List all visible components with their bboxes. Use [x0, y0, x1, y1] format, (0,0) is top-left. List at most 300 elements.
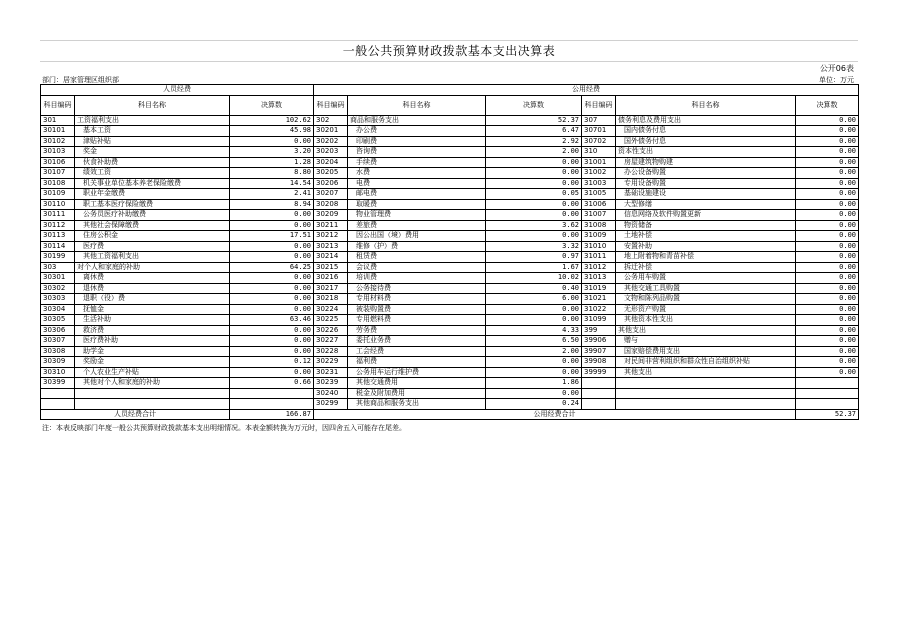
cell-code: 30702 — [582, 136, 616, 147]
cell-amount: 0.00 — [796, 315, 859, 326]
cell-code: 39999 — [582, 367, 616, 378]
table-row — [41, 241, 859, 252]
cell-name: 津贴补贴 — [75, 136, 230, 147]
cell-code: 30308 — [41, 346, 75, 357]
cell-name: 绩效工资 — [75, 168, 230, 179]
table-row — [41, 115, 859, 126]
cell-amount: 0.00 — [796, 241, 859, 252]
cell-amount: 1.67 — [486, 262, 582, 273]
cell-code — [41, 388, 75, 399]
table-row — [41, 189, 859, 200]
cell-name: 奖金 — [75, 147, 230, 158]
cell-name: 个人农业生产补贴 — [75, 367, 230, 378]
cell-name: 其他交通工具购置 — [616, 283, 796, 294]
report-sheet — [40, 40, 858, 433]
cell-amount: 0.00 — [230, 283, 314, 294]
cell-code: 30213 — [314, 241, 348, 252]
cell-code: 31005 — [582, 189, 616, 200]
cell-name: 商品和服务支出 — [348, 115, 486, 126]
cell-name: 安置补助 — [616, 241, 796, 252]
cell-code: 30309 — [41, 357, 75, 368]
cell-name: 手续费 — [348, 157, 486, 168]
cell-name: 基础设施建设 — [616, 189, 796, 200]
cell-code: 31003 — [582, 178, 616, 189]
column-header-code: 科目编码 — [314, 95, 348, 115]
cell-name: 机关事业单位基本养老保险缴费 — [75, 178, 230, 189]
cell-name: 维修（护）费 — [348, 241, 486, 252]
cell-amount: 0.00 — [230, 294, 314, 305]
cell-name: 职工基本医疗保险缴费 — [75, 199, 230, 210]
cell-code: 30199 — [41, 252, 75, 263]
cell-code: 30212 — [314, 231, 348, 242]
cell-amount: 0.05 — [486, 189, 582, 200]
cell-amount: 0.00 — [230, 273, 314, 284]
cell-name: 咨询费 — [348, 147, 486, 158]
cell-code: 30211 — [314, 220, 348, 231]
cell-name: 医疗费 — [75, 241, 230, 252]
cell-amount: 0.00 — [230, 136, 314, 147]
cell-code: 30304 — [41, 304, 75, 315]
cell-amount: 8.94 — [230, 199, 314, 210]
cell-code: 30310 — [41, 367, 75, 378]
cell-code: 399 — [582, 325, 616, 336]
footnote: 注：本表反映部门年度一般公共预算财政拨款基本支出明细情况。本表金额转换为万元时，因四舍五入可能存在尾差。 — [42, 424, 406, 432]
cell-code: 30215 — [314, 262, 348, 273]
personnel-total-label: 人员经费合计 — [41, 409, 230, 420]
cell-name: 因公出国（境）费用 — [348, 231, 486, 242]
cell-code: 30103 — [41, 147, 75, 158]
cell-name: 办公设备购置 — [616, 168, 796, 179]
cell-amount: 0.00 — [796, 220, 859, 231]
cell-amount: 0.00 — [796, 336, 859, 347]
cell-name: 国外债务付息 — [616, 136, 796, 147]
cell-code: 31021 — [582, 294, 616, 305]
cell-amount: 52.37 — [486, 115, 582, 126]
cell-name — [75, 399, 230, 410]
cell-code: 30112 — [41, 220, 75, 231]
cell-name: 离休费 — [75, 273, 230, 284]
cell-name: 取暖费 — [348, 199, 486, 210]
cell-name — [616, 399, 796, 410]
cell-name: 公务员医疗补助缴费 — [75, 210, 230, 221]
cell-name: 生活补助 — [75, 315, 230, 326]
cell-amount: 1.86 — [486, 378, 582, 389]
cell-name — [616, 388, 796, 399]
table-row — [41, 399, 859, 410]
cell-amount: 64.25 — [230, 262, 314, 273]
cell-name: 福利费 — [348, 357, 486, 368]
cell-name: 信息网络及软件购置更新 — [616, 210, 796, 221]
cell-name: 会议费 — [348, 262, 486, 273]
cell-name: 基本工资 — [75, 126, 230, 137]
cell-amount: 0.00 — [796, 178, 859, 189]
cell-code: 39906 — [582, 336, 616, 347]
cell-code: 31002 — [582, 168, 616, 179]
form-code: 公开06表 — [819, 64, 854, 73]
cell-code — [582, 378, 616, 389]
cell-amount: 3.32 — [486, 241, 582, 252]
cell-amount — [796, 399, 859, 410]
cell-code: 30201 — [314, 126, 348, 137]
cell-code: 31099 — [582, 315, 616, 326]
cell-amount: 0.00 — [796, 294, 859, 305]
cell-code: 30203 — [314, 147, 348, 158]
table-row — [41, 304, 859, 315]
cell-amount: 0.00 — [486, 231, 582, 242]
table-row — [41, 294, 859, 305]
cell-amount: 14.54 — [230, 178, 314, 189]
cell-code: 307 — [582, 115, 616, 126]
cell-name: 土地补偿 — [616, 231, 796, 242]
cell-amount: 0.00 — [796, 357, 859, 368]
cell-name: 邮电费 — [348, 189, 486, 200]
cell-name: 电费 — [348, 178, 486, 189]
cell-amount: 0.00 — [796, 252, 859, 263]
cell-amount: 2.00 — [486, 346, 582, 357]
section-header-row — [41, 85, 859, 96]
cell-code: 31007 — [582, 210, 616, 221]
cell-code: 30101 — [41, 126, 75, 137]
cell-name: 奖励金 — [75, 357, 230, 368]
cell-amount: 6.47 — [486, 126, 582, 137]
cell-amount: 0.00 — [796, 136, 859, 147]
cell-code: 30225 — [314, 315, 348, 326]
cell-amount — [230, 399, 314, 410]
cell-code: 30229 — [314, 357, 348, 368]
table-row — [41, 357, 859, 368]
cell-name: 其他资本性支出 — [616, 315, 796, 326]
cell-name: 住房公积金 — [75, 231, 230, 242]
cell-code — [41, 399, 75, 410]
cell-name: 办公费 — [348, 126, 486, 137]
cell-amount: 2.41 — [230, 189, 314, 200]
table-row — [41, 346, 859, 357]
table-row — [41, 126, 859, 137]
cell-name: 委托业务费 — [348, 336, 486, 347]
cell-amount: 3.62 — [486, 220, 582, 231]
cell-code: 30102 — [41, 136, 75, 147]
cell-amount: 0.00 — [796, 168, 859, 179]
cell-amount: 0.00 — [796, 147, 859, 158]
cell-amount: 45.98 — [230, 126, 314, 137]
cell-name: 国家赔偿费用支出 — [616, 346, 796, 357]
table-row — [41, 178, 859, 189]
cell-name: 其他工资福利支出 — [75, 252, 230, 263]
cell-amount: 0.00 — [796, 273, 859, 284]
totals-row — [41, 409, 859, 420]
cell-name: 抚恤金 — [75, 304, 230, 315]
cell-amount: 17.51 — [230, 231, 314, 242]
cell-code: 30204 — [314, 157, 348, 168]
cell-name: 其他商品和服务支出 — [348, 399, 486, 410]
cell-code: 30111 — [41, 210, 75, 221]
cell-amount: 0.00 — [796, 283, 859, 294]
cell-code: 39907 — [582, 346, 616, 357]
table-row — [41, 262, 859, 273]
cell-name: 国内债务付息 — [616, 126, 796, 137]
public-section-header: 公用经费 — [314, 85, 859, 96]
cell-amount: 0.00 — [486, 210, 582, 221]
column-header-amount: 决算数 — [796, 95, 859, 115]
personnel-section-header: 人员经费 — [41, 85, 314, 96]
cell-name: 专用燃料费 — [348, 315, 486, 326]
table-row — [41, 315, 859, 326]
cell-name: 其他支出 — [616, 367, 796, 378]
cell-code: 30226 — [314, 325, 348, 336]
unit-label: 单位：万元 — [819, 76, 854, 84]
cell-amount: 0.97 — [486, 252, 582, 263]
table-row — [41, 378, 859, 389]
expenditure-table — [40, 84, 859, 420]
cell-name: 专用材料费 — [348, 294, 486, 305]
cell-code: 30216 — [314, 273, 348, 284]
cell-amount: 0.00 — [486, 367, 582, 378]
public-total-label: 公用经费合计 — [314, 409, 796, 420]
cell-amount: 0.00 — [796, 199, 859, 210]
cell-amount: 0.00 — [230, 325, 314, 336]
cell-amount: 0.12 — [230, 357, 314, 368]
cell-amount: 0.00 — [796, 346, 859, 357]
cell-code: 30109 — [41, 189, 75, 200]
table-row — [41, 283, 859, 294]
cell-amount: 0.00 — [230, 346, 314, 357]
cell-amount: 0.00 — [796, 115, 859, 126]
cell-amount: 0.00 — [486, 157, 582, 168]
cell-code: 30306 — [41, 325, 75, 336]
personnel-total-value: 166.87 — [230, 409, 314, 420]
table-row — [41, 199, 859, 210]
report-meta — [40, 62, 858, 84]
cell-amount: 0.00 — [486, 199, 582, 210]
cell-code — [582, 399, 616, 410]
cell-name: 助学金 — [75, 346, 230, 357]
cell-code: 30299 — [314, 399, 348, 410]
cell-name: 印刷费 — [348, 136, 486, 147]
cell-code: 30110 — [41, 199, 75, 210]
cell-amount: 0.00 — [796, 189, 859, 200]
cell-code: 30302 — [41, 283, 75, 294]
column-header-row — [41, 95, 859, 115]
cell-code: 30307 — [41, 336, 75, 347]
cell-amount: 0.66 — [230, 378, 314, 389]
column-header-amount: 决算数 — [230, 95, 314, 115]
cell-code: 31011 — [582, 252, 616, 263]
cell-amount: 0.00 — [796, 157, 859, 168]
table-row — [41, 136, 859, 147]
cell-amount: 0.00 — [486, 168, 582, 179]
cell-code — [582, 388, 616, 399]
cell-code: 30114 — [41, 241, 75, 252]
cell-name — [616, 378, 796, 389]
department-label: 部门：居家管理区组织部 — [42, 76, 119, 84]
cell-code: 30217 — [314, 283, 348, 294]
cell-name: 房屋建筑物购建 — [616, 157, 796, 168]
cell-amount: 0.00 — [230, 241, 314, 252]
table-row — [41, 273, 859, 284]
table-row — [41, 157, 859, 168]
cell-amount: 0.00 — [796, 304, 859, 315]
cell-amount: 0.00 — [230, 336, 314, 347]
cell-amount: 0.00 — [796, 231, 859, 242]
cell-code: 31012 — [582, 262, 616, 273]
cell-name: 债务利息及费用支出 — [616, 115, 796, 126]
cell-name: 对民间非营利组织和群众性自治组织补贴 — [616, 357, 796, 368]
cell-code: 30108 — [41, 178, 75, 189]
cell-name: 其他对个人和家庭的补助 — [75, 378, 230, 389]
cell-amount: 6.50 — [486, 336, 582, 347]
cell-code: 31009 — [582, 231, 616, 242]
column-header-amount: 决算数 — [486, 95, 582, 115]
table-row — [41, 147, 859, 158]
cell-name: 无形资产购置 — [616, 304, 796, 315]
cell-amount — [796, 378, 859, 389]
cell-amount: 0.00 — [796, 126, 859, 137]
cell-code: 30205 — [314, 168, 348, 179]
cell-code: 301 — [41, 115, 75, 126]
table-row — [41, 210, 859, 221]
cell-name: 大型修缮 — [616, 199, 796, 210]
cell-code: 30107 — [41, 168, 75, 179]
cell-amount: 0.00 — [486, 315, 582, 326]
cell-code: 30106 — [41, 157, 75, 168]
cell-amount: 1.28 — [230, 157, 314, 168]
cell-name: 拆迁补偿 — [616, 262, 796, 273]
cell-code: 302 — [314, 115, 348, 126]
cell-amount: 8.80 — [230, 168, 314, 179]
cell-code: 31008 — [582, 220, 616, 231]
cell-code: 30240 — [314, 388, 348, 399]
cell-name: 被装购置费 — [348, 304, 486, 315]
cell-amount: 0.00 — [486, 178, 582, 189]
cell-code: 30206 — [314, 178, 348, 189]
cell-name: 公务接待费 — [348, 283, 486, 294]
cell-amount: 2.00 — [486, 147, 582, 158]
cell-code: 30227 — [314, 336, 348, 347]
cell-name: 职业年金缴费 — [75, 189, 230, 200]
table-row — [41, 231, 859, 242]
cell-name: 其他交通费用 — [348, 378, 486, 389]
cell-code: 31019 — [582, 283, 616, 294]
column-header-name: 科目名称 — [75, 95, 230, 115]
cell-code: 30202 — [314, 136, 348, 147]
cell-code: 30208 — [314, 199, 348, 210]
cell-code: 30303 — [41, 294, 75, 305]
cell-name: 公务用车运行维护费 — [348, 367, 486, 378]
cell-amount: 0.00 — [230, 304, 314, 315]
table-row — [41, 168, 859, 179]
cell-code: 310 — [582, 147, 616, 158]
cell-amount: 0.24 — [486, 399, 582, 410]
cell-amount: 0.00 — [486, 357, 582, 368]
cell-code: 39908 — [582, 357, 616, 368]
cell-name: 其他支出 — [616, 325, 796, 336]
cell-code: 30701 — [582, 126, 616, 137]
cell-amount: 10.02 — [486, 273, 582, 284]
cell-name — [75, 388, 230, 399]
cell-name: 地上附着物和青苗补偿 — [616, 252, 796, 263]
cell-name: 水费 — [348, 168, 486, 179]
cell-code: 30209 — [314, 210, 348, 221]
cell-name: 资本性支出 — [616, 147, 796, 158]
cell-code: 30113 — [41, 231, 75, 242]
cell-amount: 6.00 — [486, 294, 582, 305]
cell-name: 专用设备购置 — [616, 178, 796, 189]
cell-amount: 2.92 — [486, 136, 582, 147]
cell-amount: 3.20 — [230, 147, 314, 158]
cell-amount: 0.40 — [486, 283, 582, 294]
cell-amount: 0.00 — [230, 252, 314, 263]
cell-amount: 0.00 — [796, 325, 859, 336]
cell-code: 31001 — [582, 157, 616, 168]
column-header-name: 科目名称 — [616, 95, 796, 115]
cell-code: 303 — [41, 262, 75, 273]
cell-name: 文物和陈列品购置 — [616, 294, 796, 305]
cell-code: 31013 — [582, 273, 616, 284]
column-header-code: 科目编码 — [41, 95, 75, 115]
cell-name: 工会经费 — [348, 346, 486, 357]
column-header-name: 科目名称 — [348, 95, 486, 115]
cell-amount: 0.00 — [230, 367, 314, 378]
public-total-value: 52.37 — [796, 409, 859, 420]
cell-name: 租赁费 — [348, 252, 486, 263]
cell-code: 30207 — [314, 189, 348, 200]
cell-name: 差旅费 — [348, 220, 486, 231]
cell-code: 30224 — [314, 304, 348, 315]
report-title: 一般公共预算财政拨款基本支出决算表 — [40, 40, 858, 62]
cell-amount: 0.00 — [230, 210, 314, 221]
cell-name: 医疗费补助 — [75, 336, 230, 347]
cell-amount: 0.00 — [486, 388, 582, 399]
cell-amount — [230, 388, 314, 399]
cell-code: 30399 — [41, 378, 75, 389]
cell-name: 物业管理费 — [348, 210, 486, 221]
cell-code: 30228 — [314, 346, 348, 357]
cell-name: 救济费 — [75, 325, 230, 336]
cell-code: 30305 — [41, 315, 75, 326]
cell-name: 劳务费 — [348, 325, 486, 336]
cell-code: 30301 — [41, 273, 75, 284]
cell-code: 31006 — [582, 199, 616, 210]
cell-code: 31010 — [582, 241, 616, 252]
cell-name: 其他社会保障缴费 — [75, 220, 230, 231]
cell-amount: 63.46 — [230, 315, 314, 326]
cell-amount: 0.00 — [796, 262, 859, 273]
cell-amount: 0.00 — [486, 304, 582, 315]
table-row — [41, 336, 859, 347]
column-header-code: 科目编码 — [582, 95, 616, 115]
cell-amount: 4.33 — [486, 325, 582, 336]
cell-code: 31022 — [582, 304, 616, 315]
cell-name: 公务用车购置 — [616, 273, 796, 284]
cell-name: 税金及附加费用 — [348, 388, 486, 399]
cell-name: 赠与 — [616, 336, 796, 347]
table-row — [41, 252, 859, 263]
cell-code: 30218 — [314, 294, 348, 305]
cell-code: 30231 — [314, 367, 348, 378]
cell-amount: 102.62 — [230, 115, 314, 126]
table-row — [41, 388, 859, 399]
cell-name: 对个人和家庭的补助 — [75, 262, 230, 273]
table-row — [41, 220, 859, 231]
cell-code: 30239 — [314, 378, 348, 389]
cell-name: 工资福利支出 — [75, 115, 230, 126]
table-row — [41, 367, 859, 378]
cell-amount: 0.00 — [796, 210, 859, 221]
cell-code: 30214 — [314, 252, 348, 263]
table-row — [41, 325, 859, 336]
cell-amount: 0.00 — [230, 220, 314, 231]
cell-amount: 0.00 — [796, 367, 859, 378]
